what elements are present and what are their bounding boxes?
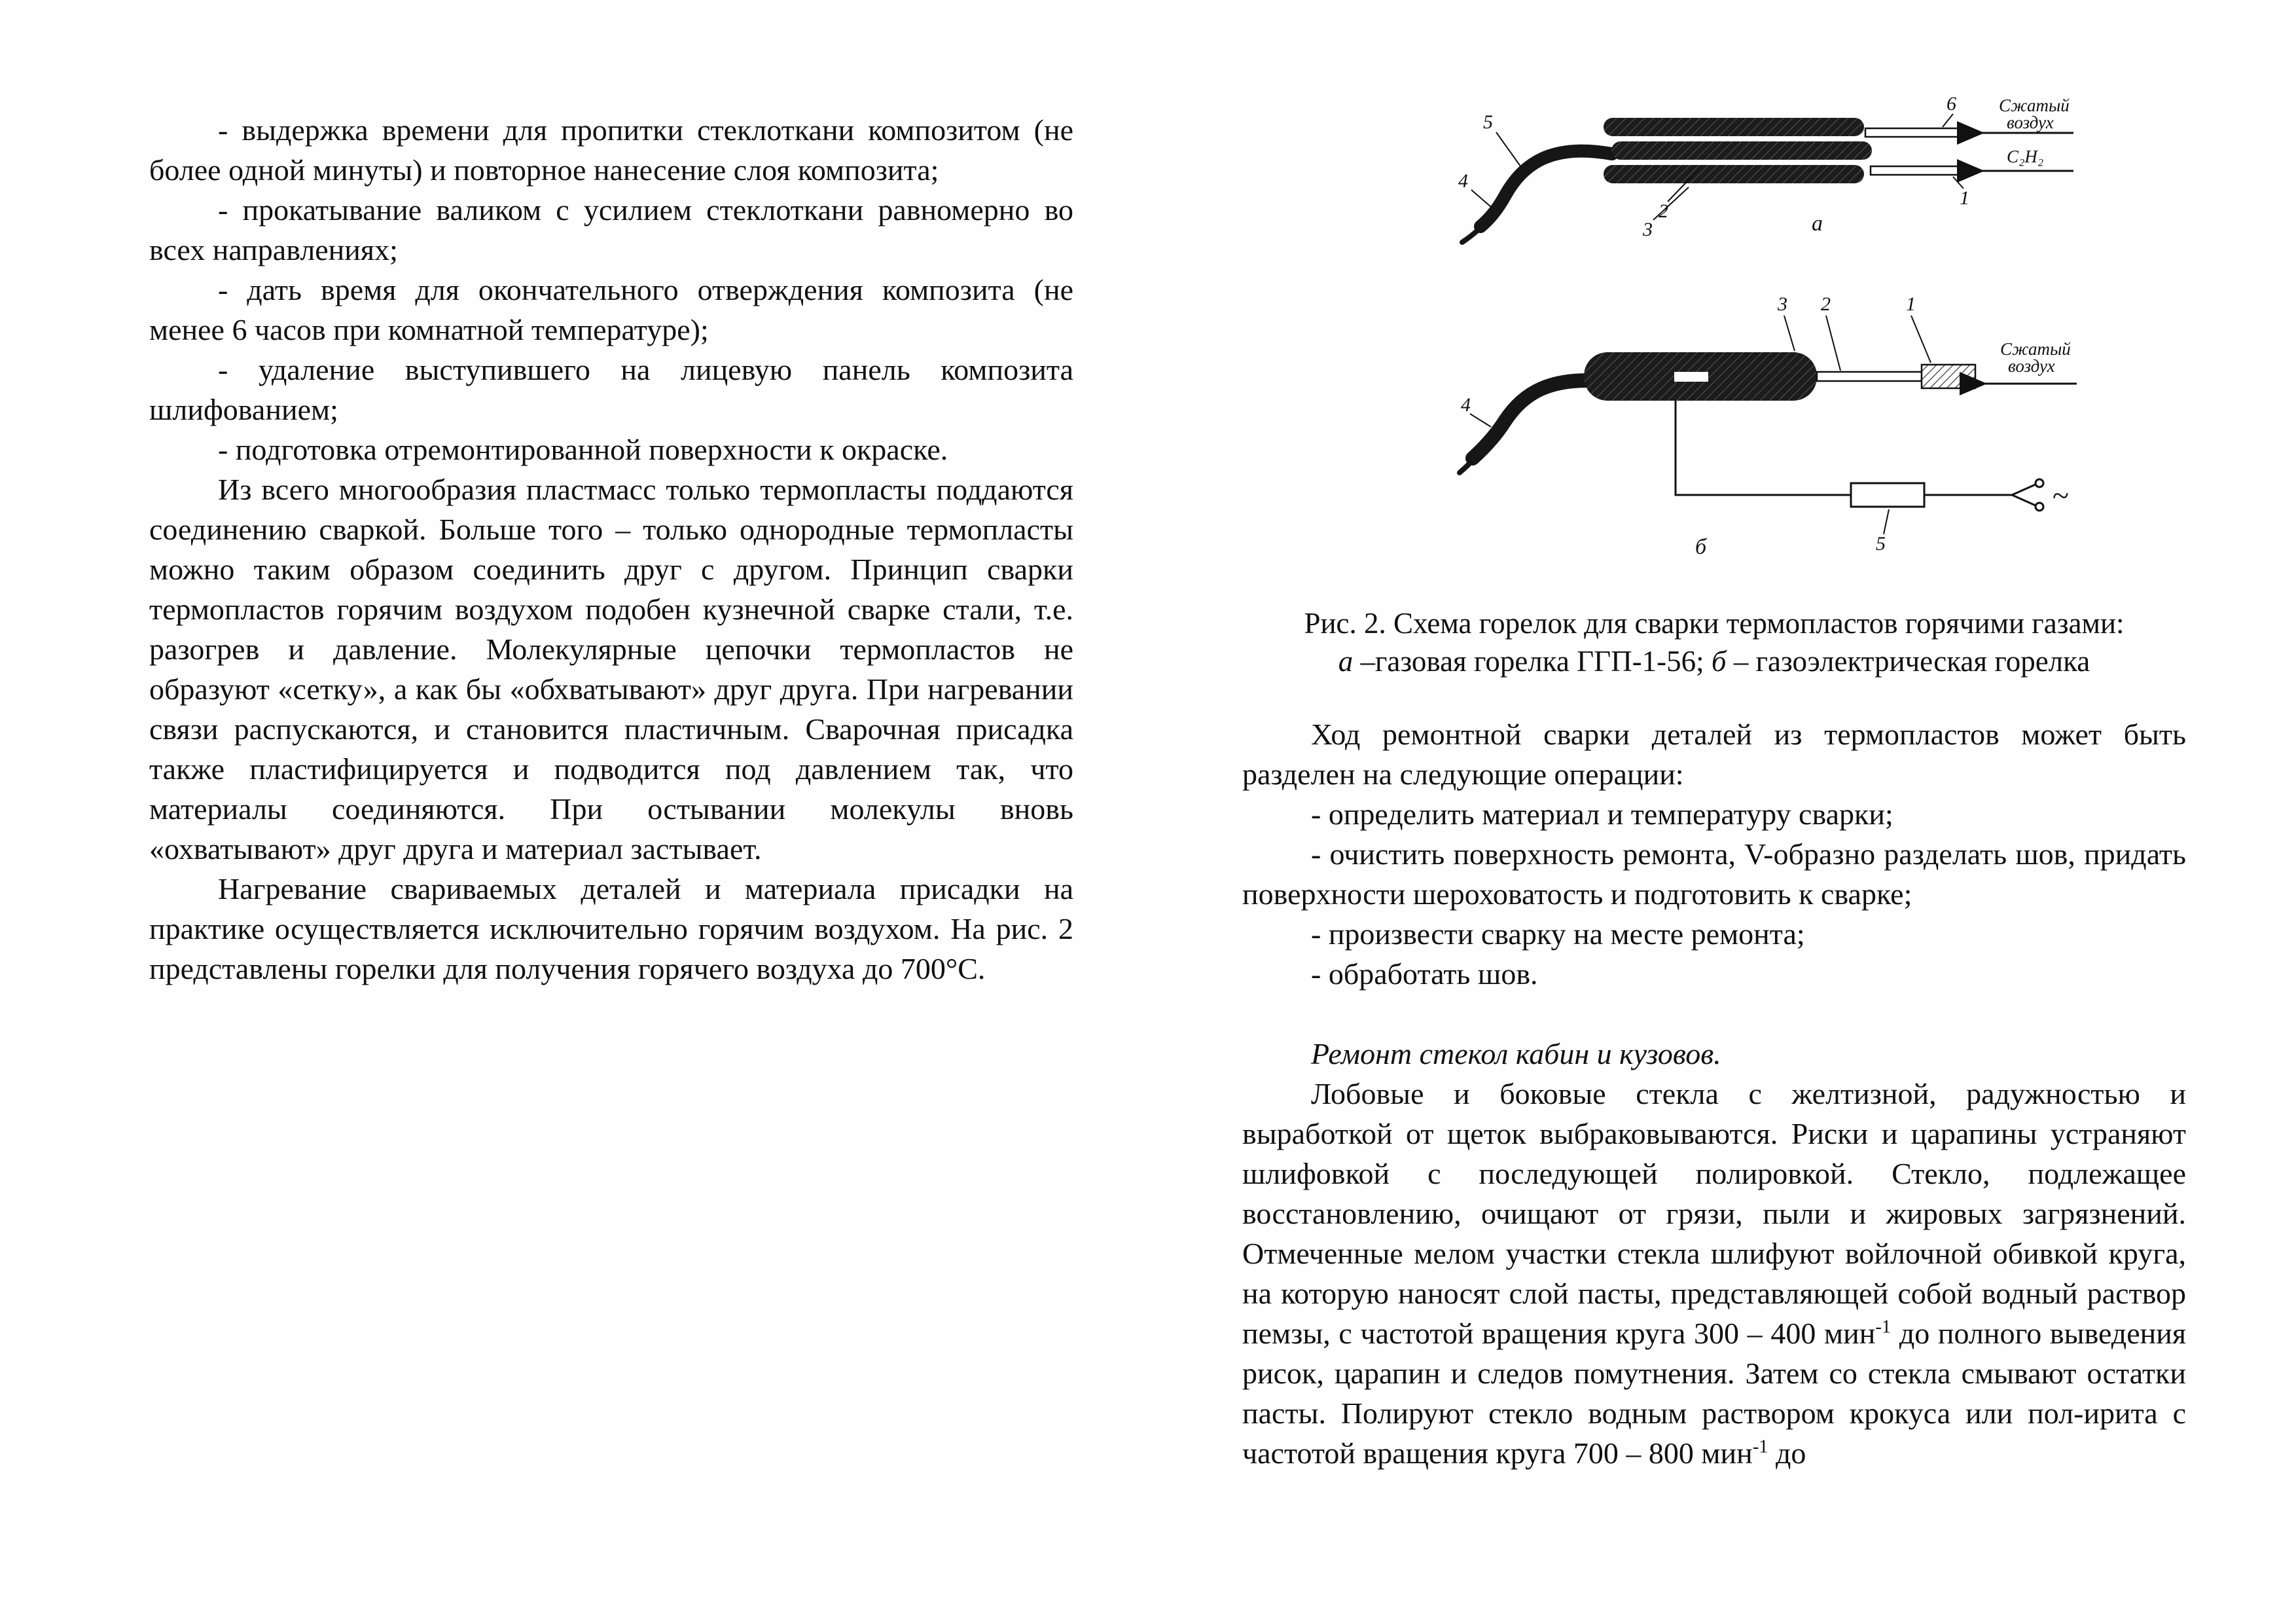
paragraph: - дать время для окончательного отверждения композита (не менее 6 часов при комнатной температуре); [149,273,1073,346]
ac-current-symbol: ~ [2053,479,2069,512]
compressed-air-label-line2: воздух [2008,356,2055,376]
right-page-text-column [1242,92,2186,1473]
section-heading-glass-repair: Ремонт стекол кабин и кузовов. [1311,1037,1721,1070]
part-number-2: 2 [1821,293,1831,315]
superscript-minus-one: -1 [1875,1317,1892,1338]
caption-text: –газовая горелка ГГП-1-56; [1353,645,1712,678]
compressed-air-label-line1: Сжатый [2000,339,2071,359]
part-number-2: 2 [1659,200,1668,222]
torch-diagram-image [1393,92,2145,570]
part-number-6: 6 [1946,93,1956,115]
torch-a-letter: а [1812,211,1823,236]
paragraph-text: до [1768,1436,1806,1470]
paragraph: - удаление выступившего на лицевую панель композита шлифованием; [149,353,1073,426]
paragraph: - определить материал и температуру сварки; [1311,797,1893,831]
part-number-5: 5 [1876,533,1886,555]
paragraph: Из всего многообразия пластмасс только термопласты поддаются соединению сваркой. Больше того – только однородные термопласты можно таким образом соединить друг с другом. Принцип сварки термопластов горячим воздухом подобен кузнечной сварке стали, т.е. разогрев и давление. Молекулярные цепочки термопластов не образуют «сетку», а как бы «обхватывают» друг друга. При нагревании связи распускаются, и становится пластичным. Сварочная присадка также пластифицируется и подводится под давлением так, что материалы соединяются. При остывании молекулы вновь «охватывают» друг друга и материал застывает. [149,473,1073,866]
part-number-4: 4 [1458,170,1468,192]
part-number-1: 1 [1906,293,1916,315]
part-number-5: 5 [1483,111,1493,133]
part-number-1: 1 [1960,187,1969,209]
compressed-air-label-line1: Сжатый [1999,96,2070,115]
compressed-air-label-line2: воздух [2007,113,2054,132]
left-page-text-column [149,110,1073,989]
figure-2-illustration [1393,92,2145,579]
paragraph-text: до полного выведения рисок, царапин и следов помутнения. Затем со стекла смывают остатки пасты. Полируют стекло водным раствором крокуса или пол-ирита с частотой вращения круга 700 – 800 мин [1242,1317,2186,1470]
superscript-minus-one: -1 [1752,1436,1768,1457]
torch-b-letter: б [1695,535,1707,559]
part-number-4: 4 [1461,394,1471,416]
acetylene-label: C₂H₂ [2007,147,2044,166]
paragraph: - выдержка времени для пропитки стеклоткани композитом (не более одной минуты) и повторное нанесение слоя композита; [149,113,1073,187]
part-number-3: 3 [1643,219,1653,240]
figure-caption [1242,604,2186,680]
paragraph: - подготовка отремонтированной поверхности к окраске. [218,433,948,466]
caption-letter-a: а [1338,645,1354,678]
paragraph [1242,1074,2186,1473]
paragraph: Нагревание свариваемых деталей и материала присадки на практике осуществляется исключительно горячим воздухом. На рис. 2 представлены горелки для получения горячего воздуха до 700°С. [149,872,1073,985]
paragraph: - обработать шов. [1311,957,1538,991]
figure-caption-line2 [1242,642,2186,680]
caption-text: – газоэлектрическая горелка [1726,645,2090,678]
caption-letter-b: б [1711,645,1727,678]
gas-torch-a [1458,93,2073,242]
gas-electric-torch-b [1460,293,2077,559]
paragraph-text: Лобовые и боковые стекла с желтизной, радужностью и выработкой от щеток выбраковываются. Риски и царапины устраняют шлифовкой с последующей полировкой. Стекло, подлежащее восстановлению, очищают от грязи, пыли и жировых загрязнений. Отмеченные мелом участки стекла шлифуют войлочной обивкой круга, на которую наносят слой пасты, представляющей собой водный раствор пемзы, с частотой вращения круга 300 – 400 мин [1242,1077,2186,1350]
paragraph: - прокатывание валиком с усилием стеклоткани равномерно во всех направлениях; [149,193,1073,266]
paragraph: - произвести сварку на месте ремонта; [1311,917,1805,951]
figure-caption-line1: Рис. 2. Схема горелок для сварки термопластов горячими газами: [1304,607,2125,640]
part-number-3: 3 [1778,293,1787,315]
paragraph: - очистить поверхность ремонта, V-образно разделать шов, придать поверхности шероховатость и подготовить к сварке; [1242,837,2186,911]
paragraph: Ход ремонтной сварки деталей из термопластов может быть разделен на следующие операции: [1242,718,2186,791]
